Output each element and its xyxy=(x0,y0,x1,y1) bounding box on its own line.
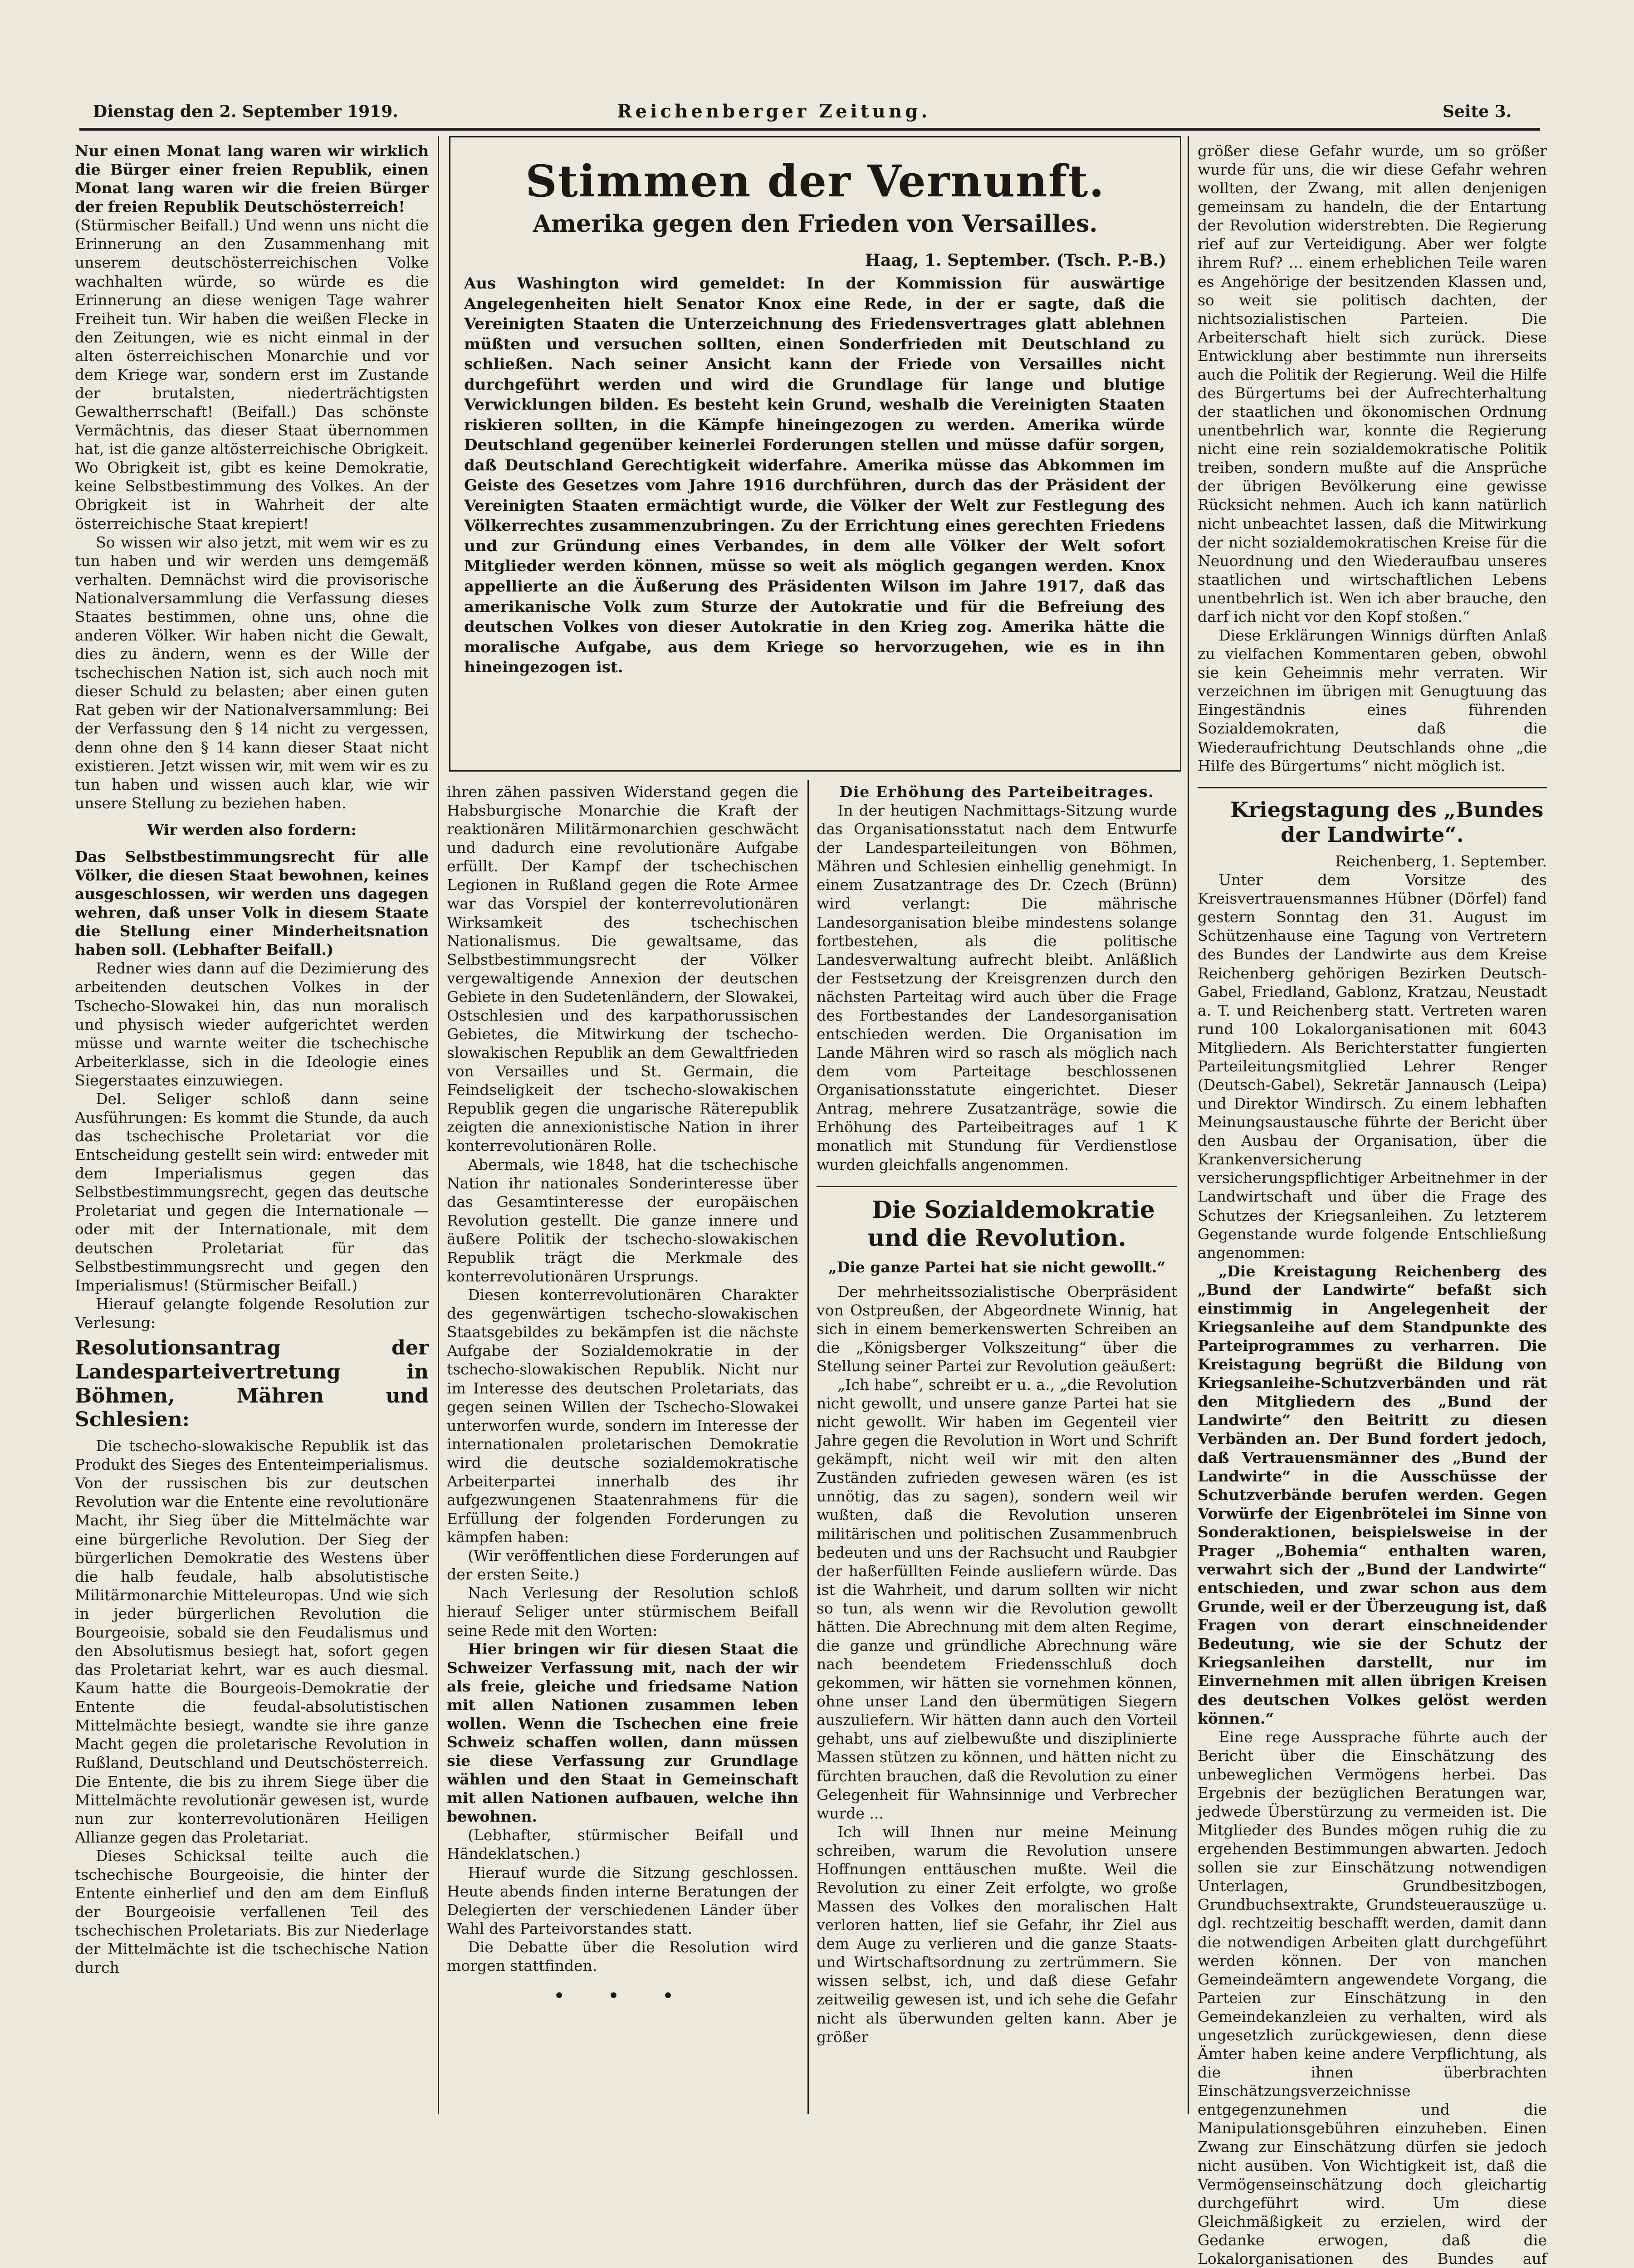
col2-quote: Hier bringen wir für diesen Staat die Schweizer Verfassung mit, nach der wir als freie, gleiche und friedsame Nation mit allen Nationen zusammen leben wollen. Wenn die Tschechen eine freie Schweiz schaffen wollen, dann müssen sie diese Verfassung zur Grundlage wählen und den Staat in Gemeinschaft mit allen Nationen aufbauen, welche ihn bewohnen. xyxy=(447,1640,798,1826)
header-newspaper-name: Reichenberger Zeitung. xyxy=(617,101,931,122)
column-3 xyxy=(817,782,1177,2112)
col3-paragraph: „Ich habe“, schreibt er u. a., „die Revolution nicht gewollt, und unsere ganze Partei hat sie nicht gewollt. Wir haben im Gegenteil vier Jahre gegen die Revolution in Wort und Schrift gekämpft, nicht weil wir mit den alten Zuständen zufrieden gewesen wären (es ist unnötig, das zu sagen), sondern weil wir wußten, daß die Revolution unseren militärischen und politischen Zusammenbruch bedeuten und uns der Rachsucht und Raubgier der haßerfüllten Feinde ausliefern würde. Das ist die Wahrheit, und darum sollten wir nicht so tun, als wenn wir die Revolution gewollt hätten. Die Abrechnung mit dem alten Regime, die ganze und gründliche Abrechnung wäre nach beendetem Friedensschluß doch gekommen, wir hätten sie vornehmen können, ohne unser Land den übermütigen Siegern auszuliefern. Wir hätten dann auch den Vorteil gehabt, uns auf zielbewußte und disziplinierte Massen stützen zu können, und hätten nicht zu fürchten brauchen, daß die Revolution zu einer Gelegenheit für Wahnsinnige und Verbrecher wurde ... xyxy=(817,1375,1177,1822)
col4-article-heading: Kriegstagung des „Bundes der Landwirte“. xyxy=(1230,797,1544,847)
col1-paragraph: Redner wies dann auf die Dezimierung des arbeitenden deutschen Volkes in der Tschecho-Slowakei hin, das nun moralisch und physisch wieder aufgerichtet werden müsse und warnte weiter die tschechische Arbeiterklasse, sich in die Ideologie eines Siegerstaates einzuwiegen. xyxy=(75,959,429,1089)
column-4 xyxy=(1198,142,1547,2268)
column-rule xyxy=(1188,136,1189,2114)
col4-paragraph: Unter dem Vorsitze des Kreisvertrauensmannes Hübner (Dörfel) fand gestern Sonntag den 31. August im Schützenhause eine Tagung von Vertretern des Bundes der Landwirte aus dem Kreise Reichenberg gehörigen Bezirken Deutsch-Gabel, Friedland, Gablonz, Kratzau, Neustadt a. T. und Reichenberg statt. Vertreten waren rund 100 Lokalorganisationen mit 6043 Mitgliedern. Als Berichterstatter fungierten Parteileitungsmitglied Lehrer Renger (Deutsch-Gabel), Sekretär Jannausch (Leipa) und Direktor Windirsch. Zu einem lebhaften Meinungsaustausche führte der Bericht über den Ausbau der Organisation, über die Krankenversicherung versicherungspflichtiger Arbeitnehmer in der Landwirtschaft und über die Frage des Schutzes der Kriegsanleihen. Zu letzterem Gegenstande wurde folgende Entschließung angenommen: xyxy=(1198,871,1547,1261)
header-date: Dienstag den 2. September 1919. xyxy=(93,102,398,121)
col4-paragraph: Diese Erklärungen Winnigs dürften Anlaß zu vielfachen Kommentaren geben, obwohl sie kein Geheimnis mehr verraten. Wir verzeichnen im übrigen mit Genugtuung das Eingeständnis eines führenden Sozialdemokraten, daß die Wiederaufrichtung Deutschlands ohne „die Hilfe des Bürgertums“ nicht möglich ist. xyxy=(1198,626,1547,775)
col4-dateline: Reichenberg, 1. September. xyxy=(1335,852,1547,870)
column-2 xyxy=(447,782,798,2112)
col1-subheading: Wir werden also fordern: xyxy=(147,821,357,839)
column-rule xyxy=(438,136,439,2114)
col2-paragraph: (Lebhafter, stürmischer Beifall und Händeklatschen.) xyxy=(447,1826,798,1863)
col2-paragraph: Diesen konterrevolutionären Charakter des gegenwärtigen tschecho-slowakischen Staatsgebildes zu bekämpfen ist die nächste Aufgabe der Sozialdemokratie in der tschecho-slowakischen Republik. Nicht nur im Interesse des deutschen Proletariats, das gegen seinen Willen der Tschecho-Slowakei unterworfen wurde, sondern im Interesse der internationalen proletarischen Demokratie wird die deutsche sozialdemokratische Arbeiterpartei innerhalb des ihr aufgezwungenen Staatenrahmens für die Erfüllung der folgenden Forderungen zu kämpfen haben: xyxy=(447,1286,798,1546)
top-news-body: Aus Washington wird gemeldet: In der Kommission für auswärtige Angelegenheiten hielt Senator Knox eine Rede, in der er sagte, daß die Vereinigten Staaten die Unterzeichnung des Friedensvertrages glatt ablehnen müßten und versuchen sollten, einen Sonderfrieden mit Deutschland zu schließen. Nach seiner Ansicht kann der Friede von Versailles nicht durchgeführt werden und wird die Grundlage für lange und blutige Verwicklungen bilden. Es besteht kein Grund, weshalb die Vereinigten Staaten riskieren sollten, in die Kämpfe hineingezogen zu werden. Amerika würde Deutschland gegenüber keinerlei Forderungen stellen und müsse dafür sorgen, daß Deutschland Gerechtigkeit widerfahre. Amerika müsse das Abkommen im Geiste des Gesetzes vom Jahre 1916 durchführen, durch das der Präsident der Vereinigten Staaten ermächtigt wurde, die Völker der Welt zur Festlegung des Völkerrechtes zusammenzubringen. Zu der Errichtung eines gerechten Friedens und zur Gründung eines Verbandes, in dem alle Völker der Welt sofort Mitglieder werden können, müsse so weit als möglich gegangen werden. Knox appellierte an die Äußerung des Präsidenten Wilson im Jahre 1917, daß das amerikanische Volk zum Sturze der Autokratie und für die Befreiung des deutschen Volkes von dieser Autokratie in den Krieg zog. Amerika hätte die moralische Aufgabe, aus dem Kriege so hervorzugehen, wie es in ihn hineingezogen ist. xyxy=(464,274,1165,677)
header-page-number: Seite 3. xyxy=(1443,102,1512,121)
top-news-title: Stimmen der Vernunft. xyxy=(525,156,1105,207)
col2-paragraph: Hierauf wurde die Sitzung geschlossen. Heute abends finden interne Beratungen der Delegierten der verschiedenen Länder über Wahl des Parteivorstandes statt. xyxy=(447,1863,798,1937)
col1-paragraph: Del. Seliger schloß dann seine Ausführungen: Es kommt die Stunde, da auch das tschechische Proletariat vor die Entscheidung gestellt sein wird: entweder mit dem Imperialismus gegen das Selbstbestimmungsrecht, gegen das deutsche Proletariat und gegen die Internationale — oder mit der Internationale, mit dem deutschen Proletariat für das Selbstbestimmungsrecht und gegen den Imperialismus! (Stürmischer Beifall.) xyxy=(75,1090,429,1294)
col3-separator xyxy=(817,1186,1177,1187)
col1-paragraph: Die tschecho-slowakische Republik ist das Produkt des Sieges des Ententeimperialismus. Von der russischen bis zur deutschen Revolution war die Entente eine revolutionäre Macht, ihr Sieg über die Mittelmächte war eine bürgerliche Revolution. Der Sieg der bürgerlichen Demokratie des Westens über die halb feudale, halb absolutistische Militärmonarchie Mitteleuropas. Und wie sich in jeder bürgerlichen Revolution die Bourgeoisie, sobald sie den Feudalismus und den Absolutismus besiegt hat, sofort gegen das Proletariat kehrt, war es auch diesmal. Kaum hatte die Bourgeois-Demokratie der Entente die feudal-absolutistischen Mittelmächte besiegt, wandte sie ihre ganze Macht gegen die proletarische Revolution in Rußland, Deutschland und Deutschösterreich. Die Entente, die bis zu ihrem Siege über die Mittelmächte revolutionär gewesen ist, wurde nun zur konterrevolutionären Heiligen Allianze gegen das Proletariat. xyxy=(75,1437,429,1846)
col4-paragraph: größer diese Gefahr wurde, um so größer wurde für uns, die wir diese Gefahr wehren wollten, der Zwang, mit allen denjenigen gemeinsam zu handeln, die der Entartung der Revolution widerstrebten. Die Regierung rief auf zur Verteidigung. Aber wer folgte ihrem Ruf? ... einem erheblichen Teile waren es Angehörige der besitzenden Klassen und, so weit sie politisch dachten, der nichtsozialistischen Parteien. Die Arbeiterschaft hielt sich zurück. Diese Entwicklung aber bestimmte nun ihrerseits auch die Politik der Regierung. Weil die Hilfe des Bürgertums bei der Aufrechterhaltung der staatlichen und ökonomischen Ordnung unentbehrlich war, konnte die Regierung nicht eine rein sozialdemokratische Politik treiben, sondern mußte auf die Ansprüche der übrigen Bevölkerung eine gewisse Rücksicht nehmen. Auch ich kann natürlich nicht unbeachtet lassen, daß die Mitwirkung der nicht sozialdemokratischen Kreise für die Neuordnung und den Wiederaufbau unseres staatlichen und wirtschaftlichen Lebens unentbehrlich ist. Wen ich aber brauche, den darf ich nicht vor den Kopf stoßen.“ xyxy=(1198,142,1547,626)
header-rule xyxy=(79,128,1540,131)
col1-intro: Nur einen Monat lang waren wir wirklich die Bürger einer freien Republik, einen Monat lang waren wir die freien Bürger der freien Republik Deutschösterreich! xyxy=(75,142,429,216)
col3-article-title: Die Erhöhung des Parteibeitrages. xyxy=(839,783,1155,801)
col1-paragraph: Hierauf gelangte folgende Resolution zur Verlesung: xyxy=(75,1295,429,1331)
col1-paragraph: So wissen wir also jetzt, mit wem wir es zu tun haben und wir werden uns demgemäß verhalten. Demnächst wird die provisorische Nationalversammlung die Verfassung dieses Staates bestimmen, ohne uns, ohne die anderen Völker. Wir haben nicht die Gewalt, dies zu ändern, wenn es der Wille der tschechischen Nation ist, sich auch noch mit dieser Schuld zu belasten; aber einen guten Rat geben wir der Nationalversammlung: Bei der Verfassung den § 14 nicht zu vergessen, denn ohne den § 14 kann dieser Staat nicht existieren. Jetzt wissen wir, mit wem wir es zu tun haben und wissen auch klar, wie wir unsere Stellung zu beziehen haben. xyxy=(75,533,429,812)
col2-paragraph: Abermals, wie 1848, hat die tschechische Nation ihr nationales Sonderinteresse über das Gesamtinteresse der europäischen Revolution gestellt. Die ganze innere und äußere Politik der tschecho-slowakischen Republik trägt die Merkmale des konterrevolutionären Ursprungs. xyxy=(447,1155,798,1286)
col3-paragraph: Der mehrheitssozialistische Oberpräsident von Ostpreußen, der Abgeordnete Winnig, hat sich in einem bemerkenswerten Schreiben an die „Königsberger Volkszeitung“ über die Stellung seiner Partei zur Revolution geäußert: xyxy=(817,1282,1177,1375)
col3-article-subheading: „Die ganze Partei hat sie nicht gewollt.“ xyxy=(828,1258,1166,1276)
top-news-subtitle: Amerika gegen den Frieden von Versailles. xyxy=(533,210,1098,238)
col1-paragraph: (Stürmischer Beifall.) Und wenn uns nicht die Erinnerung an den Zusammenhang mit unserem deutschösterreichischen Volke wachhalten würde, so würde es die Erinnerung an diese wenigen Tage wahrer Freiheit tun. Wir haben die weißen Flecke in den Zeitungen, wie es nicht einmal in der alten österreichischen Monarchie und vor dem Kriege war, sondern erst im Zustande der brutalsten, niederträchtigsten Gewaltherrschaft! (Beifall.) Das schönste Vermächtnis, das dieser Staat übernommen hat, ist die ganze altösterreichische Obrigkeit. Wo Obrigkeit ist, gibt es keine Demokratie, keine Selbstbestimmung des Volkes. An der Obrigkeit ist in Wahrheit der alte österreichische Staat krepiert! xyxy=(75,216,429,533)
col3-paragraph: In der heutigen Nachmittags-Sitzung wurde das Organisationsstatut nach dem Entwurfe der Landesparteileitungen von Böhmen, Mähren und Schlesien einhellig genehmigt. In einem Zusatzantrage des Dr. Czech (Brünn) wird verlangt: Die mährische Landesorganisation bleibe mindestens solange fortbestehen, als die politische Landesverwaltung aufrecht bleibt. Anläßlich der Festsetzung der Kreisgrenzen durch den nächsten Parteitag wird auch über die Frage des Fortbestandes der Landesorganisation entschieden werden. Die Organisation im Lande Mähren wird so rasch als möglich nach dem vom Parteitage beschlossenen Organisationsstatute eingerichtet. Dieser Antrag, mehrere Zusatzanträge, sowie die Erhöhung des Parteibeitrages auf 1 K monatlich mit Stundung für Verdienstlose wurden gleichfalls angenommen. xyxy=(817,802,1177,1173)
col1-resolution-heading: Resolutionsantrag der Landesparteivertretung in Böhmen, Mähren und Schlesien: xyxy=(75,1336,429,1432)
col2-paragraph: Nach Verlesung der Resolution schloß hierauf Seliger unter stürmischem Beifall seine Rede mit den Worten: xyxy=(447,1584,798,1639)
col4-separator xyxy=(1198,787,1547,788)
col4-resolution-quote: „Die Kreistagung Reichenberg des „Bund der Landwirte“ befaßt sich einstimmig in Angelegenheit der Kriegsanleihe auf dem Standpunkte des Parteiprogrammes zu verharren. Die Kreistagung begrüßt die Bildung von Kriegsanleihe-Schutzverbänden und rät den Mitgliedern des „Bund der Landwirte“ den Beitritt zu diesen Verbänden an. Der Bund fordert jedoch, daß Vertrauensmänner des „Bund der Landwirte“ in die Ausschüsse der Schutzverbände berufen werden. Gegen Vorwürfe der Eigenbrötelei im Sinne von Sonderaktionen, beispielsweise in der Prager „Bohemia“ enthalten waren, verwahrt sich der „Bund der Landwirte“ entschieden, und zwar schon aus dem Grunde, weil er der Überzeugung ist, daß Fragen von derart einschneidender Bedeutung, wie sie der Schutz der Kriegsanleihen darstellt, nur im Einvernehmen mit allen übrigen Kreisen des deutschen Volkes gelöst werden können.“ xyxy=(1198,1262,1547,1727)
col2-paragraph: Die Debatte über die Resolution wird morgen stattfinden. xyxy=(447,1938,798,1975)
section-separator: • • • xyxy=(553,1984,692,2008)
col2-paragraph: (Wir veröffentlichen diese Forderungen auf der ersten Seite.) xyxy=(447,1547,798,1584)
col3-paragraph: Ich will Ihnen nur meine Meinung schreiben, warum die Revolution unsere Hoffnungen enttäuschen mußte. Weil die Revolution zu einer Zeit erfolgte, wo große Massen des Volkes den moralischen Halt verloren hatten, lief sie Gefahr, ihr Ziel aus dem Auge zu verlieren und die ganze Staats- und Wirtschaftsordnung zu zertrümmern. Sie wissen selbst, ich, und daß diese Gefahr zeitweilig gewesen ist, und ich sehe die Gefahr nicht als überwunden gelten kann. Aber je größer xyxy=(817,1823,1177,2046)
col4-paragraph: Eine rege Aussprache führte auch der Bericht über die Einschätzung des unbeweglichen Vermögens herbei. Das Ergebnis der bezüglichen Beratungen war, jedwede Überstürzung zu vermeiden ist. Die Mitglieder des Bundes mögen ruhig die zu ergehenden Bestimmungen abwarten. Jedoch sollen sie zur Einschätzung notwendigen Unterlagen, Grundbesitzbogen, Grundbuchsextrakte, Grundsteuerauszüge u. dgl. rechtzeitig beschafft werden, damit dann die notwendigen Arbeiten glatt durchgeführt werden können. Der von manchen Gemeindeämtern angewendete Vorgang, die Parteien zur Einschätzung in den Gemeindekanzleien zu verhalten, wird als ungesetzlich zurückgewiesen, denn diese Ämter haben keine andere Verpflichtung, als die ihnen überbrachten Einschätzungsverzeichnisse entgegenzunehmen und die Manipulationsgebühren einzuheben. Einen Zwang zur Einschätzung dürfen sie jedoch nicht ausüben. Von Wichtigkeit ist, daß die Vermögenseinschätzung doch gleichartig durchgeführt wird. Um diese Gleichmäßigkeit zu erzielen, wird der Gedanke erwogen, daß die Lokalorganisationen des Bundes auf xyxy=(1198,1728,1547,2268)
column-rule xyxy=(807,780,809,2114)
col1-paragraph: Dieses Schicksal teilte auch die tschechische Bourgeoisie, die hinter der Entente einherlief und den am dem Einfluß der Bourgeoisie verfallenen Teil des tschechischen Proletariats. Bis zur Niederlage der Mittelmächte ist die tschechische Nation durch xyxy=(75,1847,429,1977)
col1-paragraph: Das Selbstbestimmungsrecht für alle Völker, die diesen Staat bewohnen, keines ausgeschlossen, wir werden uns dagegen wehren, daß unser Volk in diesem Staate die Stellung einer Minderheitsnation haben soll. (Lebhafter Beifall.) xyxy=(75,847,429,959)
top-news-box xyxy=(449,136,1181,772)
column-1 xyxy=(75,142,429,2110)
top-news-dateline: Haag, 1. September. (Tsch. P.-B.) xyxy=(865,251,1166,270)
col2-paragraph: ihren zähen passiven Widerstand gegen die Habsburgische Monarchie die Kraft der reaktionären Militärmonarchien geschwächt und dadurch eine revolutionäre Aufgabe erfüllt. Der Kampf der tschechischen Legionen in Rußland gegen die Rote Armee war das Vorspiel der konterrevolutionären Wirksamkeit des tschechischen Nationalismus. Die gewaltsame, das Selbstbestimmungsrecht der Völker vergewaltigende Annexion der deutschen Gebiete in den Sudetenländern, der Slowakei, Ostschlesien und des karpathorussischen Gebietes, die Mitwirkung der tschecho-slowakischen Republik an dem Gewaltfrieden von Versailles und St. Germain, die Feindseligkeit der tschecho-slowakischen Republik gegen die ungarische Räterepublik zeigten die annexionistische Nation in ihrer konterrevolutionären Rolle. xyxy=(447,783,798,1155)
col3-article-heading: Die Sozialdemokratie und die Revolution. xyxy=(867,1196,1155,1252)
